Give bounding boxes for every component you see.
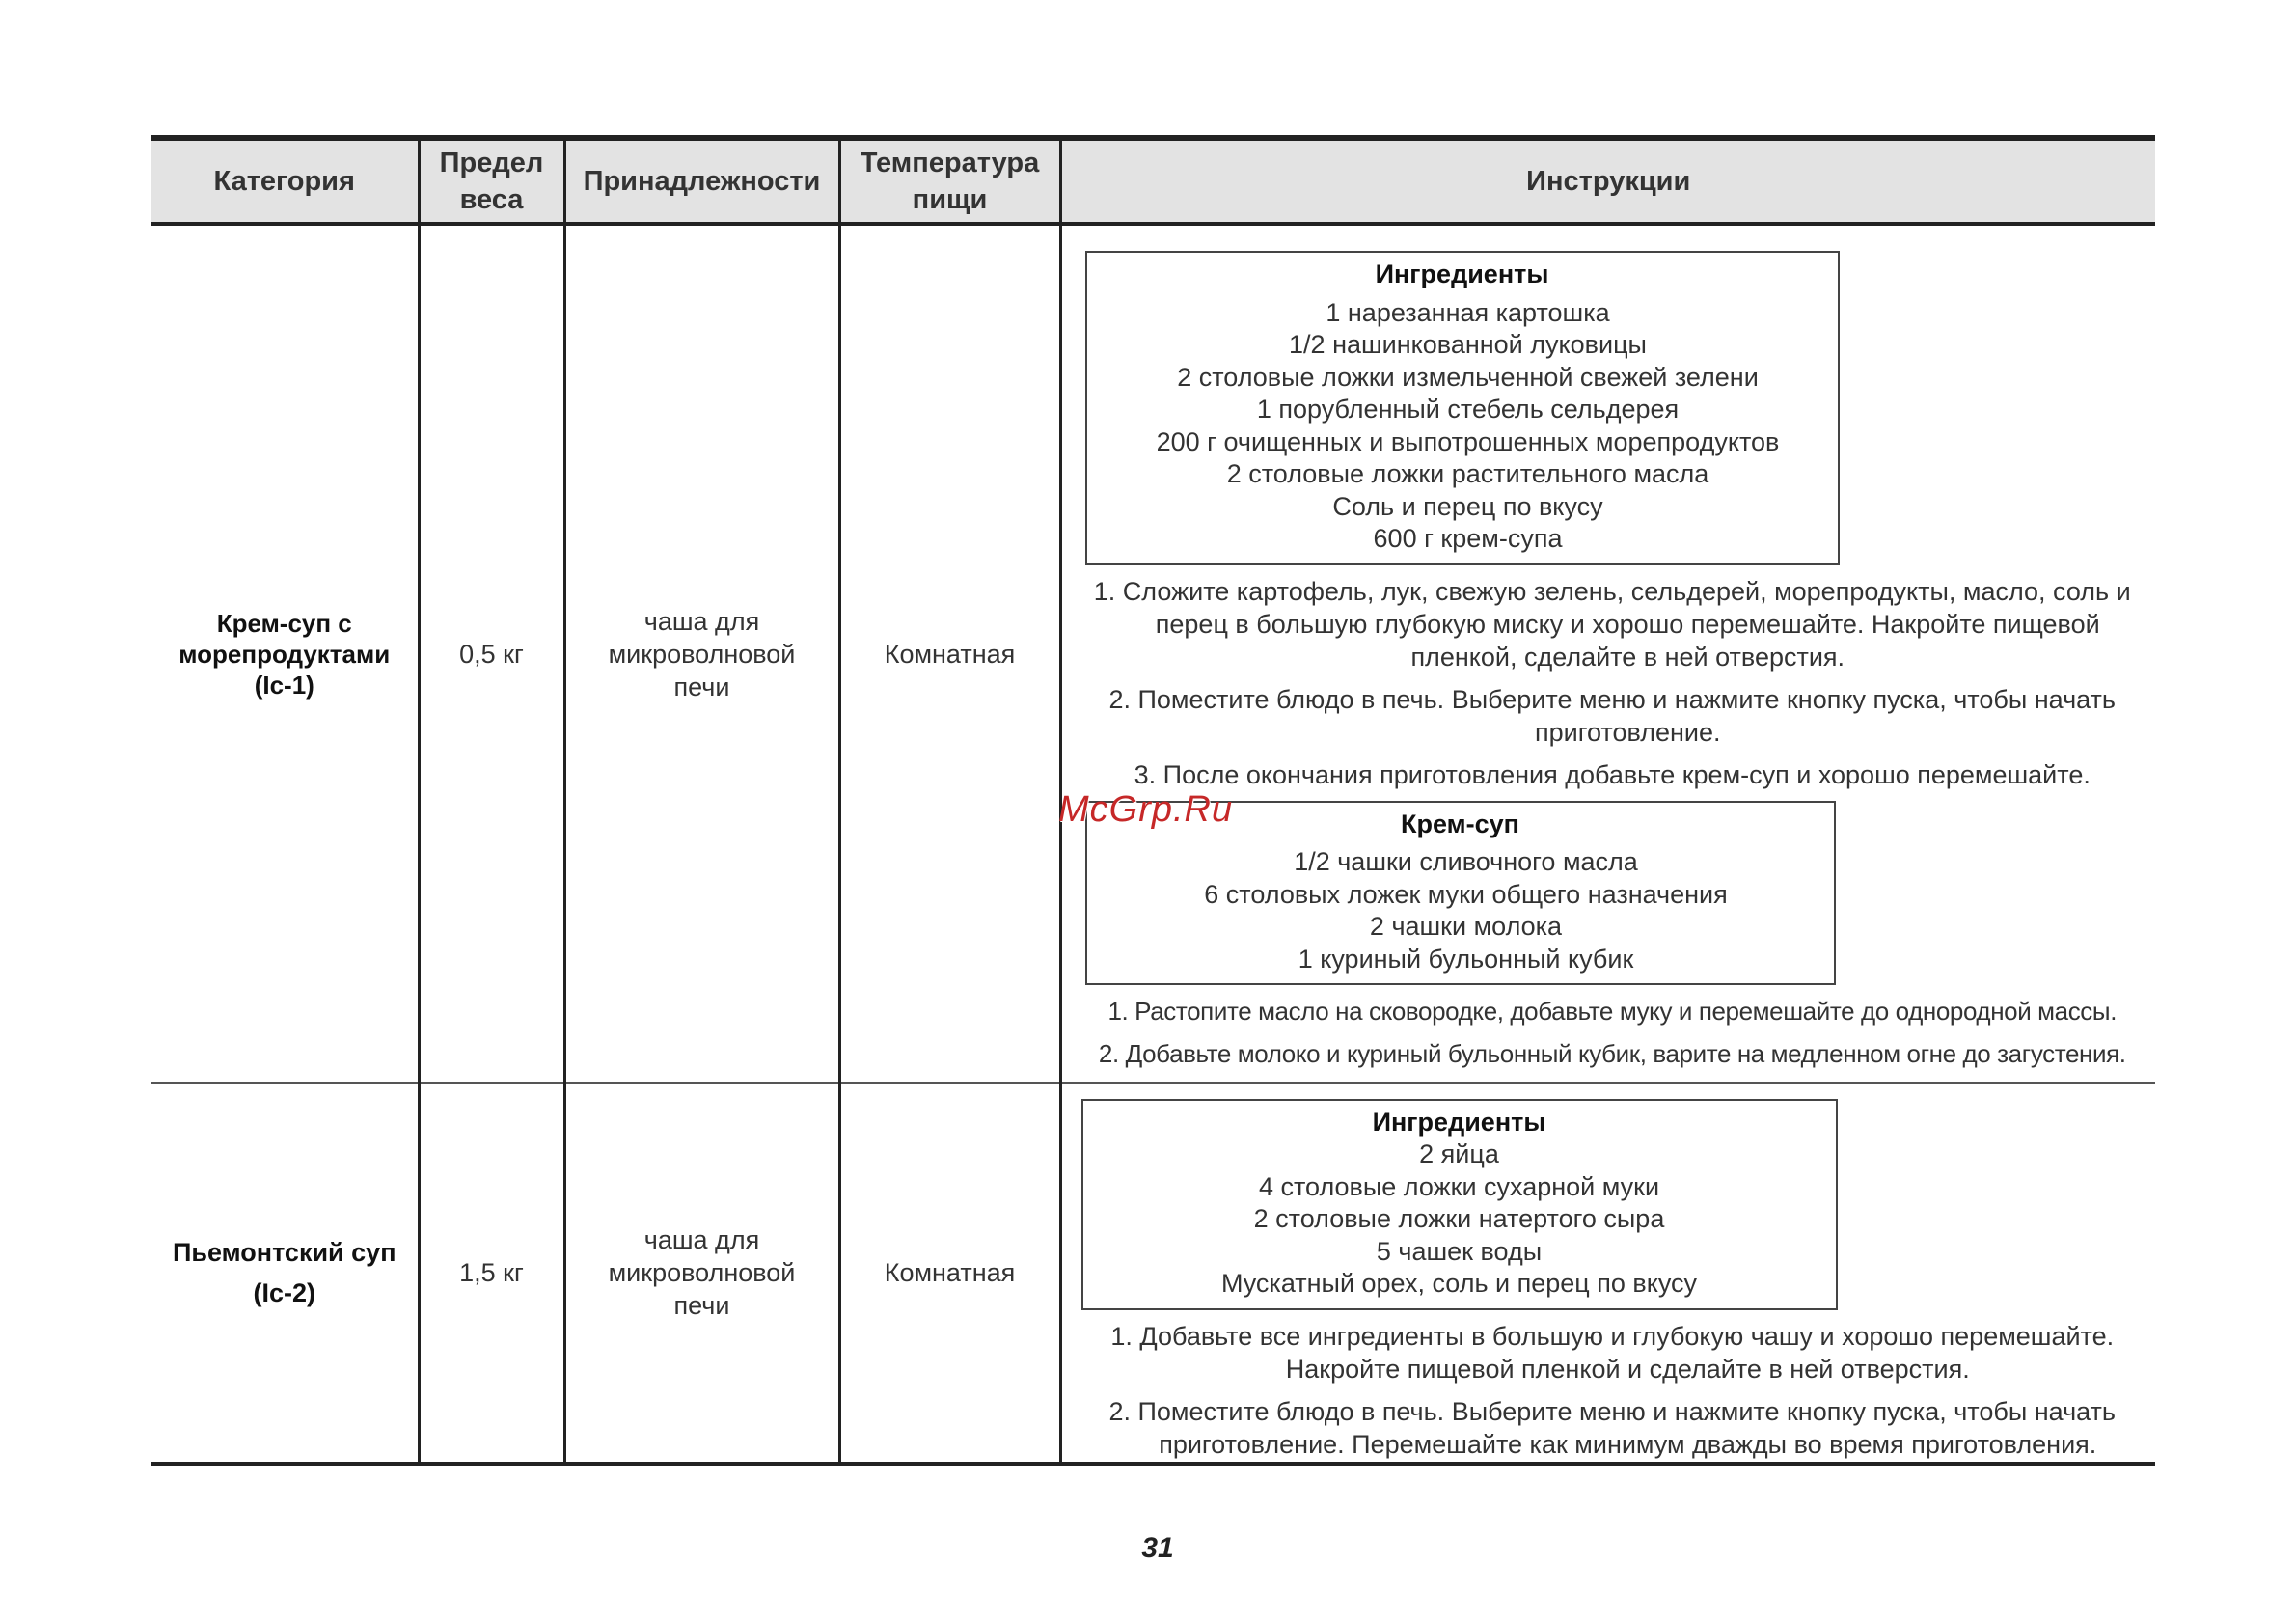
step-item: 2. Поместите блюдо в печь. Выберите меню и нажмите кнопку пуска, чтобы начать приготовление. Перемешайте как минимум дважды во время приготовления. [1108,1396,2116,1459]
list-item: 2 столовые ложки растительного масла [1226,459,1709,488]
category-line: морепродуктами [178,639,391,669]
list-item: 2 столовые ложки измельченной свежей зелени [1177,362,1759,392]
header-temp-line1: Температура [860,148,1040,178]
step-item: 2. Поместите блюдо в печь. Выберите меню и нажмите кнопку пуска, чтобы начать приготовление. [1108,684,2116,747]
category-code: (Ic-1) [254,670,314,700]
category-cell [151,1083,419,1464]
weight-cell: 0,5 кг [419,224,564,1083]
ingredients-box [1085,251,1840,565]
ingredients-list [1095,1139,1824,1301]
list-item: 1/2 чашки сливочного масла [1294,847,1638,876]
table-row [151,1083,2155,1464]
step-item: 1. Сложите картофель, лук, свежую зелень, сельдерей, морепродукты, масло, соль и перец в большую глубокую миску и хорошо перемешайте. Накройте пищевой пленкой, сделайте в ней отверстия. [1093,576,2131,672]
ingredients-title: Ингредиенты [1375,260,1549,288]
list-item: 1 нарезанная картошка [1326,297,1610,327]
header-temp-line2: пищи [912,184,988,215]
list-item: 5 чашек воды [1376,1236,1543,1266]
header-accessory: Принадлежности [564,138,839,224]
accessory-cell: чаша для микроволновой печи [564,1083,839,1464]
list-item: 1/2 нашинкованной луковицы [1289,330,1647,359]
category-line: Пьемонтский суп [172,1238,396,1267]
step-item: 3. После окончания приготовления добавьте крем-суп и хорошо перемешайте. [1134,759,2091,789]
steps-list [1074,1320,2148,1461]
temperature-cell: Комнатная [839,224,1060,1083]
header-category: Категория [151,138,419,224]
list-item: 1 куриный бульонный кубик [1298,944,1634,974]
list-item: 4 столовые ложки сухарной муки [1258,1171,1660,1201]
header-row [151,138,2155,224]
table-row [151,224,2155,1083]
header-temperature [839,138,1060,224]
list-item: 2 чашки молока [1369,912,1563,941]
step-item: 1. Добавьте все ингредиенты в большую и глубокую чашу и хорошо перемешайте. Накройте пищевой пленкой и сделайте в ней отверстия. [1110,1321,2115,1384]
list-item: 2 яйца [1419,1139,1499,1168]
step-item: 2. Добавьте молоко и куриный бульонный кубик, варите на медленном огне до загустения. [1098,1039,2126,1068]
category-cell [151,224,419,1083]
step-item: 1. Растопите масло на сковородке, добавьте муку и перемешайте до однородной массы. [1107,997,2118,1026]
accessory-cell: чаша для микроволновой печи [564,224,839,1083]
list-item: 6 столовых ложек муки общего назначения [1204,879,1728,909]
steps-list [1078,575,2148,791]
category-line: Крем-суп с [216,608,352,638]
cream-soup-title: Крем-суп [1401,809,1519,838]
weight-cell: 1,5 кг [419,1083,564,1464]
cream-soup-list [1099,846,1822,975]
page-number: 31 [1141,1532,1174,1564]
list-item: 2 столовые ложки натертого сыра [1253,1204,1665,1233]
ingredients-box [1081,1099,1838,1310]
category-code: (Ic-2) [253,1278,315,1307]
header-weight-line1: Предел [439,148,544,178]
temperature-cell: Комнатная [839,1083,1060,1464]
header-weight [419,138,564,224]
list-item: 600 г крем-супа [1373,524,1563,553]
header-weight-line2: веса [459,184,524,215]
ingredients-list [1099,297,1826,556]
list-item: Мускатный орех, соль и перец по вкусу [1220,1269,1698,1298]
watermark-text: McGrp.Ru [1058,789,1234,830]
instructions-cell [1060,224,2155,1083]
list-item: 1 порубленный стебель сельдерея [1256,395,1680,424]
list-item: Соль и перец по вкусу [1332,491,1603,521]
instructions-cell [1060,1083,2155,1464]
cream-steps-list [1078,995,2148,1070]
list-item: 200 г очищенных и выпотрошенных морепродуктов [1156,426,1780,456]
header-instructions: Инструкции [1060,138,2155,224]
ingredients-title: Ингредиенты [1372,1107,1546,1137]
